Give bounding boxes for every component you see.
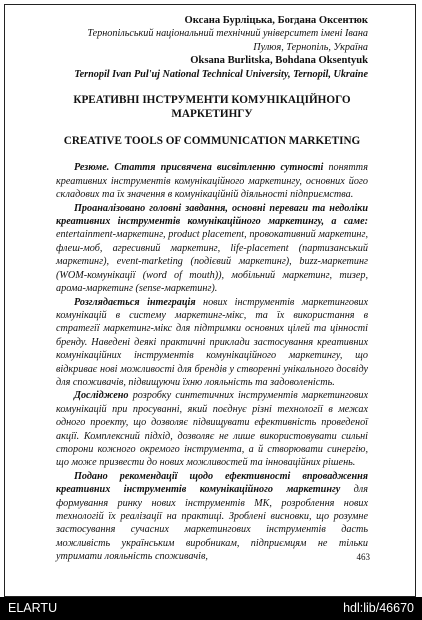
footer-repository-name: ELARTU [8,601,58,615]
repository-footer [0,597,422,620]
abstract-text-3: нових інструментів маркетингових комунікацій в систему маркетинг-мікс, та їх використання в стратегії маркетинг-мікс для підтримки основних цілей та цінності бренду. Наведені деякі практичні приклади застосування креативних комунікаційних інструментів комунікаційного маркетингу, що відкриває нові можливості для брендів у створенні унікального досвіду для споживачів, підвищуючи їхню лояльність та задоволеність. [56,296,369,388]
footer-handle: hdl:lib/46670 [343,601,414,615]
affiliation-uk-line1: Тернопільський національний технічний університет імені Івана [87,28,368,40]
abstract-text-5: для формування ринку нових інструментів МК, розроблення нових технологій їх реалізації на практиці. Зроблені висновки, що розумне застосування сучасних маркетингових інструментів дасть можливість українським виробникам, підприємцям не тільки утримати лояльність споживачів, [56,484,368,563]
affiliation-en: Ternopil Ivan Pul'uj National Technical University, Ternopil, Ukraine [74,68,368,80]
abstract-paragraph-4 [56,389,368,469]
affiliation-uk-line2: Пулюя, Тернопіль, Україна [253,41,368,53]
abstract-lead-3: Розглядається інтеграція [74,296,196,308]
abstract-lead-2: Проаналізовано головні завдання, основні переваги та недоліки креативних інструментів комунікаційного маркетингу, а саме: [56,202,368,228]
abstract-paragraph-2 [56,202,368,296]
title-uk-line2: МАРКЕТИНГУ [171,108,253,121]
title-uk [56,93,368,121]
title-en: CREATIVE TOOLS OF COMMUNICATION MARKETING [63,135,361,148]
authors-uk: Оксана Бурліцька, Богдана Оксентюк [184,15,368,26]
abstract-paragraph-1 [56,161,368,201]
abstract-text-2: entertainment-маркетинг, product placement, провокативний маркетинг, флеш-моб, агресивний маркетинг, life-placement (партизанський маркетинг), event-marketing (подієвий маркетинг), buzz-маркетинг (WOM-комунікації (word of mouth)), мобільний маркетинг, тизер, арома-маркетинг (sense-маркетинг). [56,229,368,295]
abstract-lead-5: Подано рекомендації щодо ефективності впровадження креативних інструментів комунікаційного маркетингу [56,470,368,496]
abstract-text-1: поняття креативних інструментів комунікаційного маркетингу, основних його складових та їх значення в комунікаційній діяльності підприємства. [56,162,368,201]
authors-en: Oksana Burlitska, Bohdana Oksentyuk [190,55,368,67]
abstract [56,161,368,563]
abstract-text-4: розробку синтетичних інструментів маркетингових комунікацій при просуванні, який поєднує різні технології в межах одного проекту, що дозволяє підвищувати ефективність проведеної акції. Комплексний підхід, дозволяє не лише використовувати сильні сторони кожного окремого інструмента, а й створювати синергію, що може призвести до нових можливостей та інноваційних рішень. [56,390,368,469]
abstract-lead-4: Досліджено [74,390,129,402]
abstract-paragraph-3 [56,296,368,390]
page-number: 463 [356,552,370,562]
paper-content [56,14,368,564]
title-uk-line1: КРЕАТИВНІ ІНСТРУМЕНТИ КОМУНІКАЦІЙНОГО [73,94,351,107]
abstract-paragraph-5 [56,470,368,564]
abstract-lead-1: Резюме. Стаття присвячена висвітленню сутності [74,162,324,174]
